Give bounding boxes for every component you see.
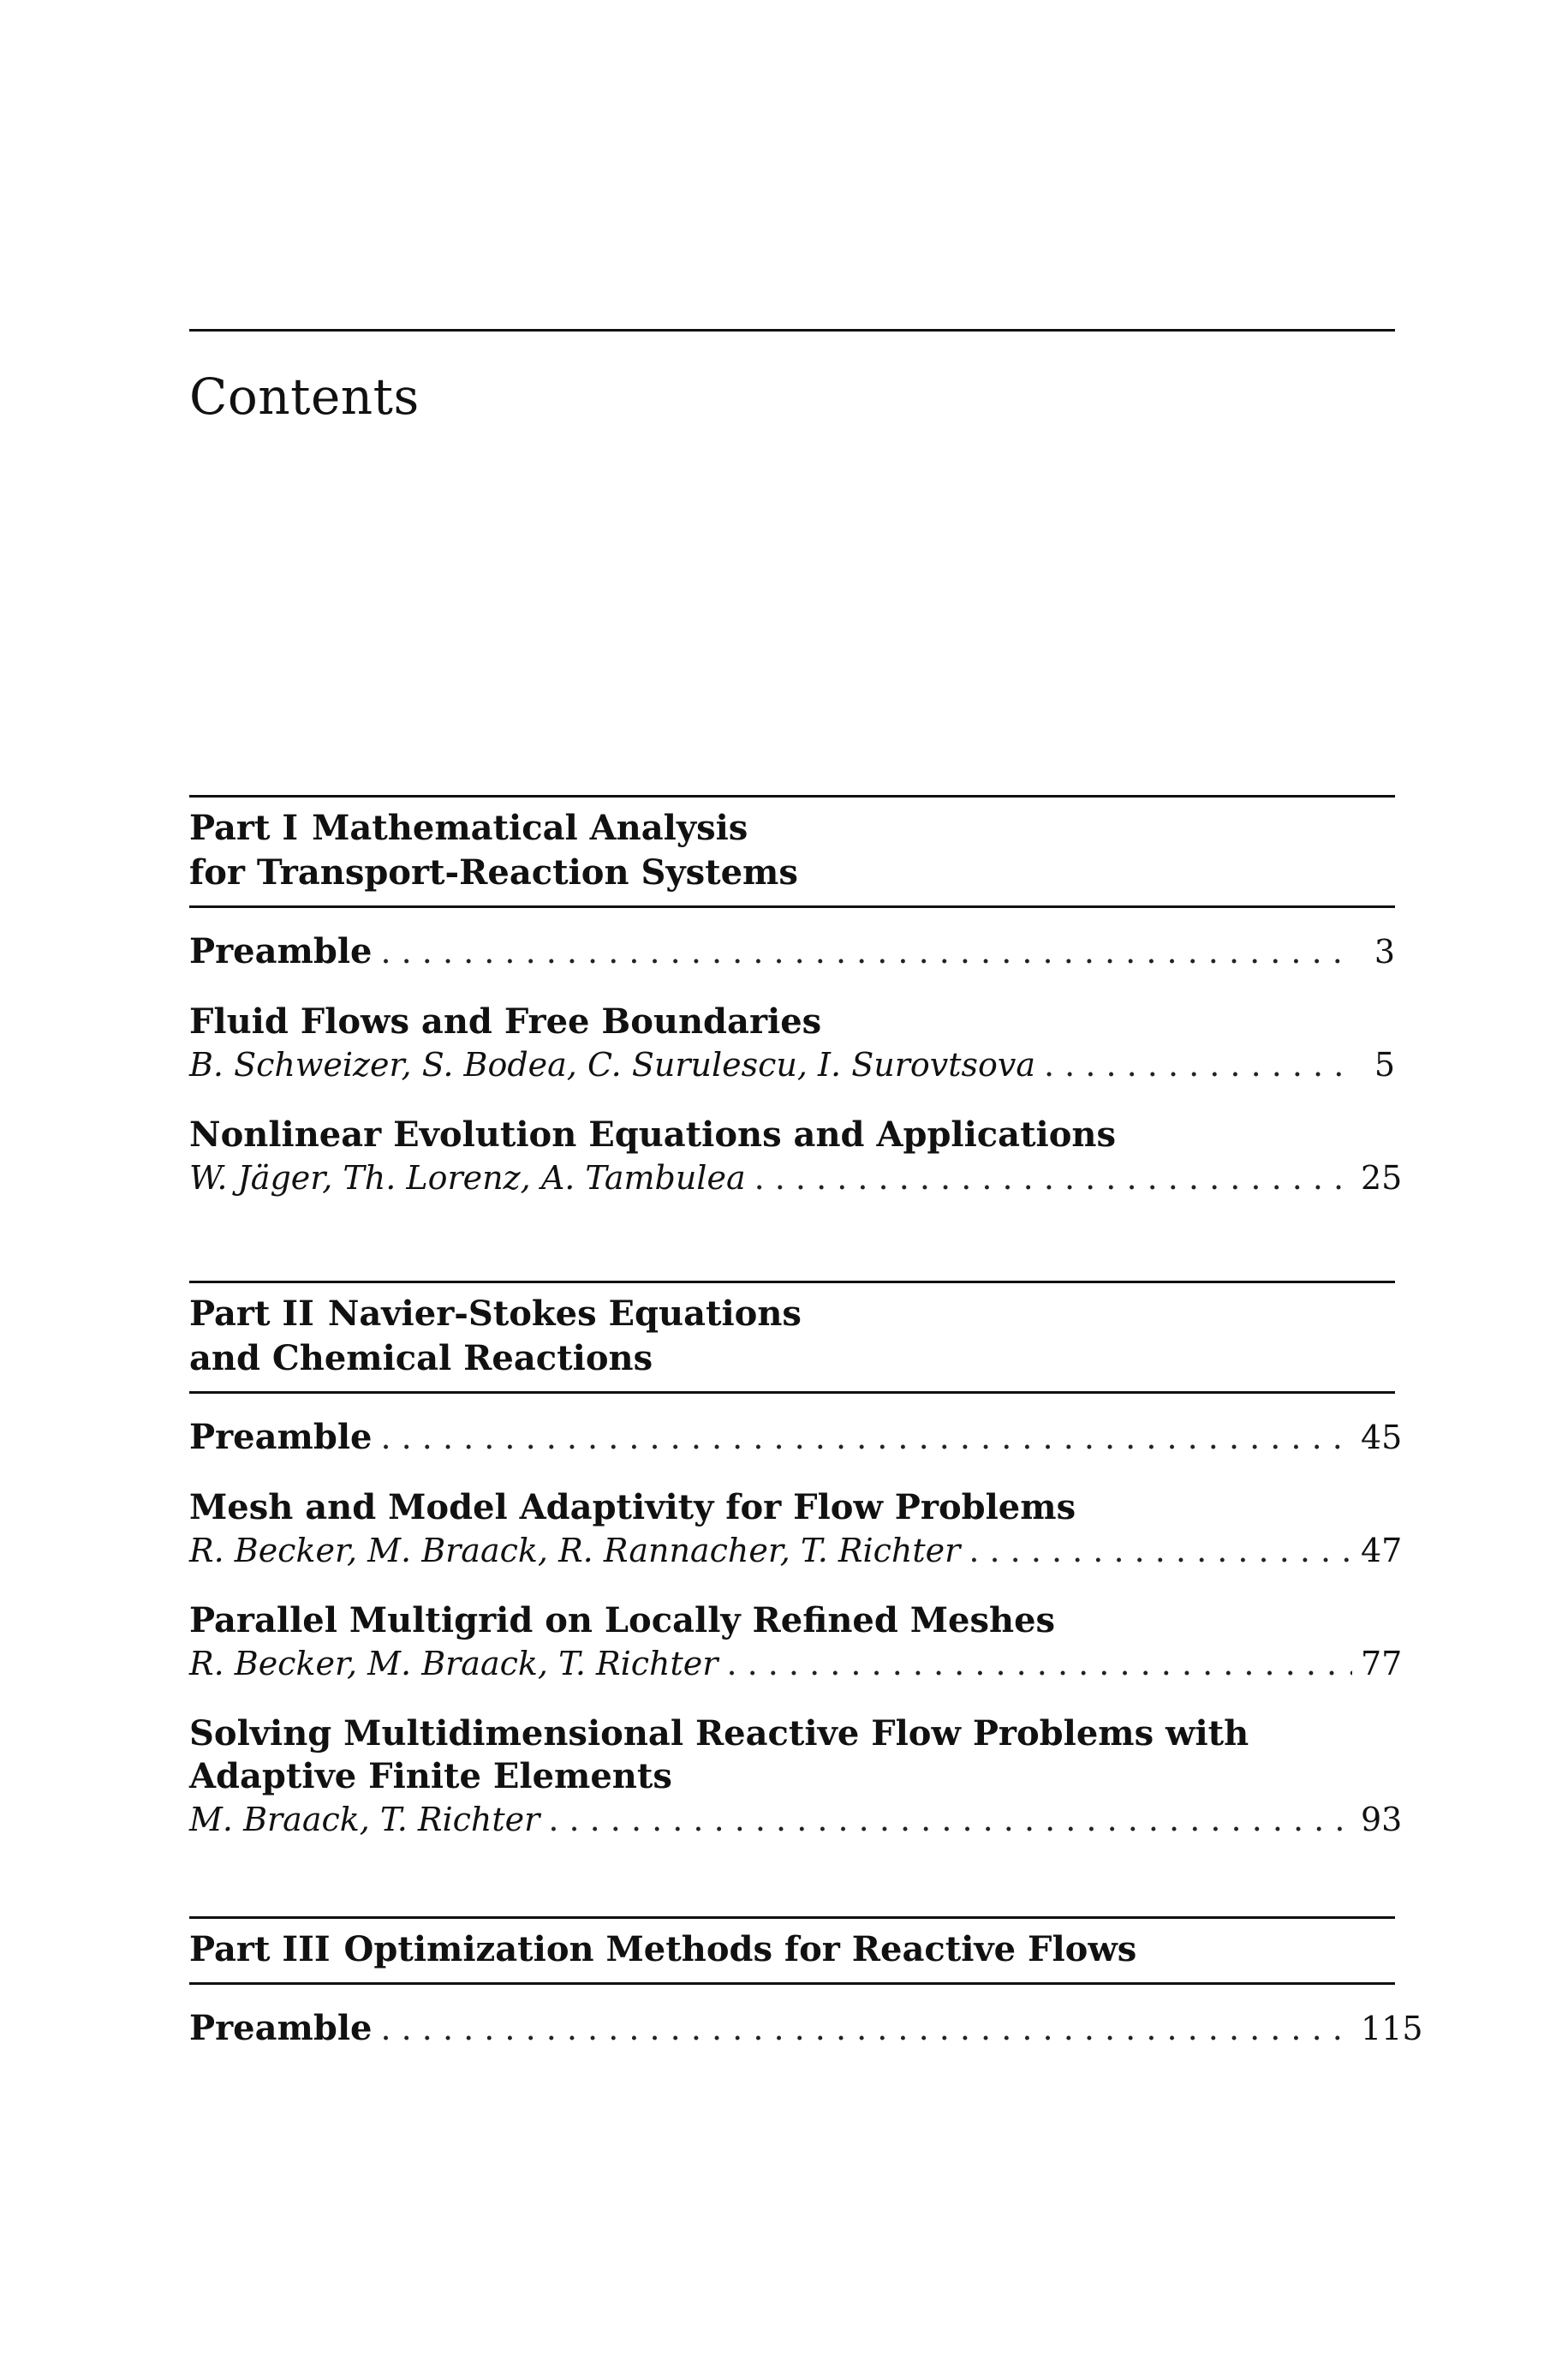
toc-entry[interactable] [189,1001,1395,1086]
leader-dots [726,1642,1352,1685]
page-title: Contents [189,367,420,426]
part-label: Part III [189,1929,331,1969]
page-number: 25 [1361,1159,1403,1197]
part-bottom-rule [189,905,1395,908]
entry-title: Preamble [189,2008,373,2048]
part-title-line: Mathematical Analysis [312,808,748,848]
part-2 [189,1281,1403,1841]
part-bottom-rule [189,1982,1395,1985]
entry-authors-line [189,1156,1403,1199]
toc-entry[interactable] [189,930,1395,973]
entry-authors-line [189,1043,1395,1086]
part-title-line: Optimization Methods for Reactive Flows [343,1929,1137,1969]
entry-authors-line [189,1798,1403,1841]
part-title-line: Navier-Stokes Equations [327,1294,802,1334]
entry-title: Preamble [189,1417,373,1457]
entry-title-continued: Adaptive Finite Elements [189,1756,672,1796]
toc-entry[interactable] [189,2007,1423,2050]
leader-dots [380,1416,1352,1459]
leader-dots [754,1156,1352,1199]
toc-entry[interactable] [189,1486,1403,1572]
leader-dots [380,930,1352,973]
toc-entry[interactable] [189,1114,1403,1199]
leader-dots [380,2007,1352,2050]
part-title-line: and Chemical Reactions [189,1338,653,1378]
leader-dots [548,1798,1352,1841]
entry-title: Preamble [189,931,373,971]
part-title-line: for Transport-Reaction Systems [189,852,798,893]
toc-entry[interactable] [189,1416,1403,1459]
page-number: 5 [1374,1046,1395,1084]
part-heading [189,1283,1395,1391]
page-number: 77 [1361,1645,1403,1682]
page-number: 3 [1374,933,1395,971]
entry-authors: R. Becker, M. Braack, R. Rannacher, T. Richter [189,1532,961,1569]
entry-authors: M. Braack, T. Richter [189,1801,540,1838]
entry-title: Mesh and Model Adaptivity for Flow Problems [189,1487,1076,1527]
part-heading [189,1919,1395,1982]
part-bottom-rule [189,1391,1395,1394]
entry-title: Solving Multidimensional Reactive Flow Problems with [189,1713,1249,1754]
entry-authors: B. Schweizer, S. Bodea, C. Surulescu, I. Surovtsova [189,1046,1035,1084]
entry-authors: R. Becker, M. Braack, T. Richter [189,1645,718,1682]
entry-title: Nonlinear Evolution Equations and Applications [189,1114,1117,1155]
leader-dots [1044,1043,1352,1086]
page-number: 93 [1361,1801,1403,1838]
title-rule [189,329,1395,332]
entry-authors: W. Jäger, Th. Lorenz, A. Tambulea [189,1159,746,1197]
part-1 [189,795,1403,1199]
part-3 [189,1916,1423,2050]
page-number: 115 [1361,2010,1423,2047]
leader-dots [969,1529,1352,1572]
part-label: Part II [189,1294,314,1334]
page-number: 47 [1361,1532,1403,1569]
entry-title: Fluid Flows and Free Boundaries [189,1001,822,1042]
page-number: 45 [1361,1419,1403,1456]
entry-authors-line [189,1529,1403,1572]
toc-entry[interactable] [189,1712,1403,1841]
part-heading [189,798,1395,905]
entry-authors-line [189,1642,1403,1685]
entry-title: Parallel Multigrid on Locally Refined Meshes [189,1600,1056,1640]
part-label: Part I [189,808,299,848]
contents-page [189,329,1423,2048]
toc-entry[interactable] [189,1599,1403,1685]
